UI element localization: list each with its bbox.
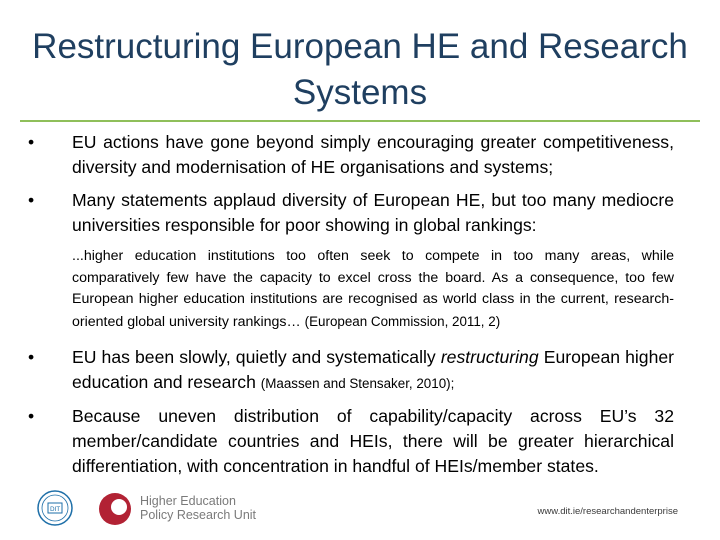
footer-url[interactable]: www.dit.ie/researchandenterprise (537, 506, 678, 517)
bullet-marker: • (28, 347, 35, 367)
bullet-3-prefix: EU has been slowly, quietly and systematically (72, 347, 436, 367)
bullet-4-text: Because uneven distribution of capability/capacity across EU’s 32 member/candidate countries and HEIs, there will be greater hierarchical differentiation, with concentration in handful of HEIs/member states. (72, 406, 674, 476)
slide-title: Restructuring European HE and Research Systems (32, 27, 688, 112)
bullet-marker: • (28, 406, 35, 426)
hepru-line-1: Higher Education (140, 494, 236, 508)
bullet-marker: • (28, 190, 35, 210)
bullet-3 (28, 345, 674, 396)
bullet-marker: • (28, 132, 35, 152)
title-divider (20, 120, 700, 122)
quote-citation: (European Commission, 2011, 2) (304, 313, 501, 329)
dit-logo-text: DIT (49, 506, 61, 513)
bullet-3-suffix: European higher education and research (72, 347, 675, 392)
hepru-line-2: Policy Research Unit (140, 508, 257, 522)
bullet-2-text: Many statements applaud diversity of European HE, but too many mediocre universities responsible for poor showing in global rankings: (72, 190, 674, 235)
bullet-1 (28, 130, 674, 180)
bullet-3-citation: (Maassen and Stensaker, 2010); (260, 376, 455, 391)
bullet-1-text: EU actions have gone beyond simply encouraging greater competitiveness, diversity and modernisation of HE organisations and systems; (72, 132, 674, 177)
hepru-logo-icon (98, 492, 132, 526)
quote-block (28, 246, 674, 333)
slide-content (28, 130, 674, 487)
bullet-4 (28, 404, 674, 479)
bullet-3-emphasis: restructuring (440, 347, 539, 367)
quote-text: ...higher education institutions too often seek to compete in too many areas, while comparatively few have the capacity to excel cross the board. As a consequence, too few European higher education institutions are recognised as world class in the current, research-oriented global university rankings… (72, 248, 674, 330)
bullet-2 (28, 188, 674, 238)
hepru-logo-text (140, 494, 300, 522)
dit-logo-icon (36, 488, 74, 528)
